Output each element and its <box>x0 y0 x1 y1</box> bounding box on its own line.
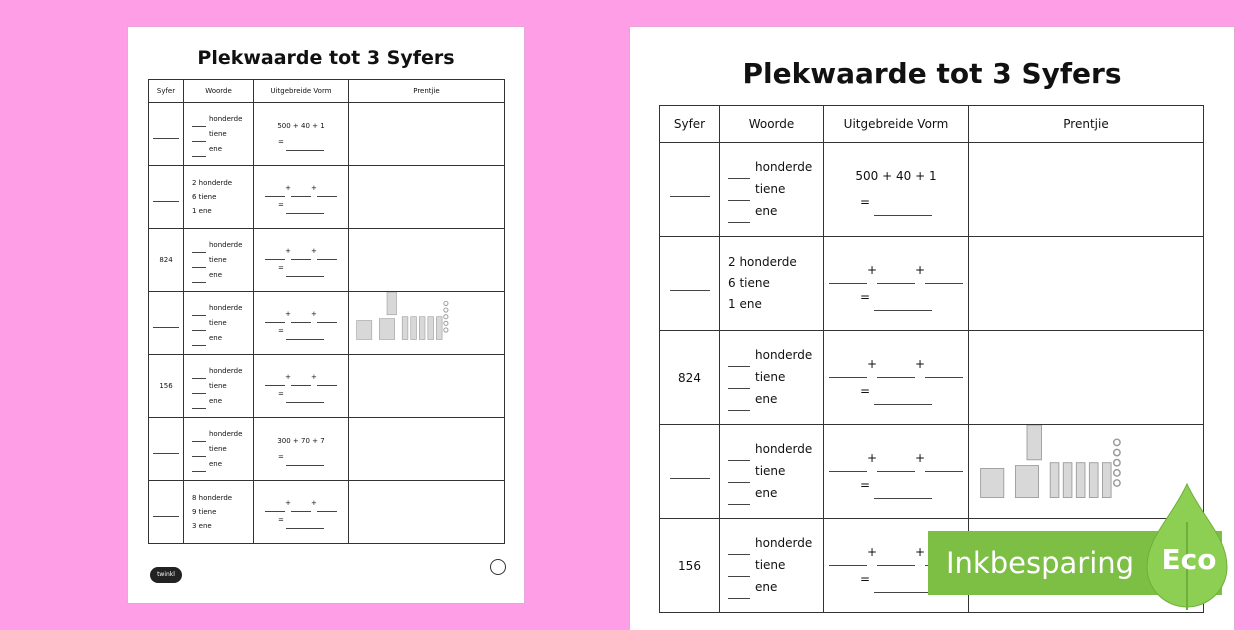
equals-sign: = <box>277 327 284 335</box>
woorde-cell <box>720 331 824 425</box>
answer-blank <box>317 495 337 512</box>
worksheet-title: Plekwaarde tot 3 Syfers <box>197 47 455 69</box>
answer-blank <box>670 182 710 197</box>
place-word: ene <box>209 144 223 153</box>
table-row <box>149 481 505 544</box>
prentjie-cell <box>969 143 1204 237</box>
woorde-line <box>728 389 823 411</box>
plus-sign op: + <box>285 499 291 507</box>
equals-sign: = <box>860 383 871 398</box>
answer-blank <box>291 243 311 260</box>
table-row <box>149 292 505 355</box>
syfer-cell <box>149 103 184 166</box>
syfer-cell <box>660 143 720 237</box>
place-word: honderde <box>209 366 243 375</box>
badge-icon <box>490 559 506 575</box>
uitgebreide-vorm-cell <box>254 166 349 229</box>
ten-rod <box>402 317 408 340</box>
answer-blank <box>192 394 206 409</box>
one-cube <box>444 328 448 332</box>
woorde-line <box>728 201 823 223</box>
one-cube <box>1114 460 1120 466</box>
ink-saving-label: Inkbesparing <box>946 546 1135 580</box>
equals-sign: = <box>860 477 871 492</box>
place-word: honderde <box>209 429 243 438</box>
uitgebreide-vorm-cell <box>254 292 349 355</box>
answer-blank <box>670 464 710 479</box>
one-cube <box>444 321 448 325</box>
syfer-value: 824 <box>159 256 173 264</box>
answer-blank <box>728 577 750 599</box>
answer-blank <box>192 127 206 142</box>
table-row <box>149 166 505 229</box>
answer-blank <box>925 445 963 472</box>
ten-rod <box>428 317 434 340</box>
woorde-line <box>192 394 253 409</box>
answer-blank <box>874 472 932 499</box>
woorde-line: 2 honderde <box>192 179 233 187</box>
place-word: ene <box>209 270 223 279</box>
equals-sign: = <box>277 516 284 524</box>
woorde-cell <box>184 103 254 166</box>
answer-blank <box>153 130 179 139</box>
ten-rod <box>1076 463 1085 498</box>
woorde-line <box>192 268 253 283</box>
answer-blank <box>192 457 206 472</box>
answer-blank <box>286 512 324 529</box>
answer-blank <box>728 533 750 555</box>
worksheet-preview-small <box>128 27 524 603</box>
ten-rod <box>411 317 417 340</box>
plus-sign op: + <box>915 450 926 465</box>
answer-blank <box>153 508 179 517</box>
woorde-line <box>192 301 253 316</box>
answer-blank <box>317 306 337 323</box>
answer-blank <box>728 179 750 201</box>
expanded-form: 500 + 40 + 1 <box>277 121 325 130</box>
one-cube <box>1114 470 1120 476</box>
answer-blank <box>153 445 179 454</box>
woorde-line <box>192 238 253 253</box>
place-word: tiene <box>209 381 227 390</box>
ten-rod <box>1102 463 1111 498</box>
plus-sign op: + <box>915 356 926 371</box>
hundred-flat <box>981 469 1004 498</box>
place-word: honderde <box>209 240 243 249</box>
answer-blank <box>153 193 179 202</box>
answer-blank <box>877 351 915 378</box>
table-row <box>660 331 1204 425</box>
answer-blank <box>291 180 311 197</box>
answer-blank <box>192 301 206 316</box>
answer-blank <box>874 284 932 311</box>
base-ten-blocks <box>981 425 1120 498</box>
uitgebreide-vorm-cell <box>254 229 349 292</box>
answer-blank <box>670 276 710 291</box>
answer-blank <box>874 566 932 593</box>
woorde-cell <box>720 425 824 519</box>
answer-blank <box>192 379 206 394</box>
column-header: Uitgebreide Vorm <box>824 106 969 143</box>
woorde-line <box>728 367 823 389</box>
equals-sign: = <box>860 289 871 304</box>
woorde-line <box>192 331 253 346</box>
plus-sign op: + <box>311 310 317 318</box>
column-header: Uitgebreide Vorm <box>254 80 349 103</box>
prentjie-cell <box>969 331 1204 425</box>
ten-rod <box>1050 463 1059 498</box>
prentjie-cell <box>349 418 505 481</box>
table-row <box>660 143 1204 237</box>
place-word: ene <box>755 485 778 500</box>
woorde-line <box>728 533 823 555</box>
syfer-value: 156 <box>159 382 173 390</box>
place-word: ene <box>755 203 778 218</box>
one-cube <box>1114 480 1120 486</box>
answer-blank <box>286 197 324 214</box>
woorde-line <box>728 179 823 201</box>
base-ten-blocks <box>357 292 448 340</box>
plus-sign op: + <box>285 310 291 318</box>
woorde-line <box>192 364 253 379</box>
woorde-cell <box>720 143 824 237</box>
ten-rod <box>419 317 425 340</box>
woorde-line: 8 honderde <box>192 494 233 502</box>
uitgebreide-vorm-cell <box>824 331 969 425</box>
prentjie-cell <box>349 355 505 418</box>
hundred-flat <box>387 292 397 315</box>
syfer-cell <box>149 355 184 418</box>
column-header: Woorde <box>184 80 254 103</box>
answer-blank <box>192 112 206 127</box>
one-cube <box>444 315 448 319</box>
woorde-cell <box>184 418 254 481</box>
plus-sign op: + <box>311 184 317 192</box>
answer-blank <box>286 323 324 340</box>
woorde-line: 2 honderde <box>728 255 797 269</box>
plus-sign op: + <box>866 450 877 465</box>
prentjie-cell <box>349 229 505 292</box>
uitgebreide-vorm-cell <box>254 418 349 481</box>
hundred-flat <box>379 319 394 340</box>
woorde-line <box>192 457 253 472</box>
prentjie-cell <box>349 292 505 355</box>
uitgebreide-vorm-cell <box>824 237 969 331</box>
place-word: ene <box>755 579 778 594</box>
woorde-line <box>192 442 253 457</box>
syfer-cell <box>149 418 184 481</box>
woorde-line <box>728 345 823 367</box>
plus-sign op: + <box>285 184 291 192</box>
table-row <box>149 103 505 166</box>
answer-blank <box>317 369 337 386</box>
one-cube <box>1114 439 1120 445</box>
prentjie-cell <box>349 103 505 166</box>
woorde-line <box>728 577 823 599</box>
woorde-line: 6 tiene <box>192 193 217 201</box>
answer-blank <box>291 306 311 323</box>
worksheet-table <box>148 79 505 544</box>
plus-sign op: + <box>285 247 291 255</box>
equals-sign: = <box>277 390 284 398</box>
answer-blank <box>286 134 324 151</box>
woorde-line <box>192 379 253 394</box>
place-word: tiene <box>209 444 227 453</box>
plus-sign op: + <box>915 544 926 559</box>
place-word: tiene <box>755 369 786 384</box>
woorde-cell <box>184 166 254 229</box>
plus-sign op: + <box>311 247 317 255</box>
place-word: honderde <box>755 535 813 550</box>
equals-sign: = <box>860 195 871 209</box>
place-word: tiene <box>755 557 786 572</box>
woorde-line <box>192 127 253 142</box>
answer-blank <box>728 367 750 389</box>
woorde-line: 3 ene <box>192 522 212 530</box>
answer-blank <box>192 268 206 283</box>
expanded-form: 300 + 70 + 7 <box>277 436 325 445</box>
blocks-picture <box>349 292 504 354</box>
syfer-cell <box>149 166 184 229</box>
uitgebreide-vorm-cell <box>824 425 969 519</box>
answer-blank <box>877 445 915 472</box>
answer-blank <box>728 555 750 577</box>
answer-blank <box>317 180 337 197</box>
syfer-cell <box>660 237 720 331</box>
place-word: honderde <box>209 303 243 312</box>
hundred-flat <box>1027 425 1042 460</box>
woorde-line <box>728 157 823 179</box>
plus-sign op: + <box>285 373 291 381</box>
table-body <box>149 103 505 544</box>
syfer-cell <box>660 331 720 425</box>
equals-sign: = <box>277 201 284 209</box>
ten-rod <box>436 317 442 340</box>
woorde-line <box>192 142 253 157</box>
answer-blank <box>192 142 206 157</box>
place-word: ene <box>755 391 778 406</box>
answer-blank <box>728 201 750 223</box>
syfer-value: 156 <box>678 558 701 573</box>
answer-blank <box>291 369 311 386</box>
prentjie-cell <box>349 481 505 544</box>
column-header: Prentjie <box>349 80 505 103</box>
place-word: tiene <box>209 255 227 264</box>
syfer-cell <box>149 292 184 355</box>
column-header: Syfer <box>660 106 720 143</box>
woorde-cell <box>720 237 824 331</box>
answer-blank <box>286 260 324 277</box>
place-word: ene <box>209 459 223 468</box>
answer-blank <box>829 445 867 472</box>
syfer-value: 824 <box>678 370 701 385</box>
answer-blank <box>925 257 963 284</box>
woorde-cell <box>720 519 824 613</box>
woorde-line <box>192 427 253 442</box>
uitgebreide-vorm-cell <box>254 103 349 166</box>
place-word: honderde <box>755 347 813 362</box>
eco-label: Eco <box>1161 543 1217 576</box>
woorde-line <box>728 461 823 483</box>
plus-sign op: + <box>866 356 877 371</box>
place-word: tiene <box>755 463 786 478</box>
woorde-line: 1 ene <box>192 207 212 215</box>
woorde-line <box>192 253 253 268</box>
one-cube <box>1114 449 1120 455</box>
equals-sign: = <box>277 264 284 272</box>
table-row <box>149 418 505 481</box>
hundred-flat <box>1015 466 1038 498</box>
syfer-cell <box>149 229 184 292</box>
expanded-form: 500 + 40 + 1 <box>855 169 937 183</box>
column-header: Woorde <box>720 106 824 143</box>
answer-blank <box>728 461 750 483</box>
uitgebreide-vorm-cell <box>254 481 349 544</box>
answer-blank <box>192 427 206 442</box>
answer-blank <box>829 539 867 566</box>
plus-sign op: + <box>311 499 317 507</box>
answer-blank <box>317 243 337 260</box>
answer-blank <box>265 495 285 512</box>
answer-blank <box>286 386 324 403</box>
worksheet-title: Plekwaarde tot 3 Syfers <box>742 57 1122 90</box>
place-word: honderde <box>209 114 243 123</box>
syfer-cell <box>660 425 720 519</box>
answer-blank <box>265 243 285 260</box>
place-word: honderde <box>755 441 813 456</box>
answer-blank <box>728 157 750 179</box>
table-row <box>149 229 505 292</box>
equals-sign: = <box>860 571 871 586</box>
uitgebreide-vorm-cell <box>824 143 969 237</box>
one-cube <box>444 301 448 305</box>
woorde-cell <box>184 292 254 355</box>
place-word: tiene <box>755 181 786 196</box>
column-header: Syfer <box>149 80 184 103</box>
equals-sign: = <box>277 137 284 146</box>
table-row <box>660 425 1204 519</box>
table-row <box>660 237 1204 331</box>
prentjie-cell <box>349 166 505 229</box>
answer-blank <box>728 483 750 505</box>
woorde-line <box>728 483 823 505</box>
syfer-cell <box>660 519 720 613</box>
woorde-line: 6 tiene <box>728 276 770 290</box>
place-word: tiene <box>209 129 227 138</box>
answer-blank <box>192 331 206 346</box>
ten-rod <box>1089 463 1098 498</box>
woorde-line <box>728 555 823 577</box>
twinkl-logo: twinkl <box>150 567 182 583</box>
answer-blank <box>265 369 285 386</box>
answer-blank <box>728 345 750 367</box>
woorde-line: 1 ene <box>728 297 762 311</box>
place-word: tiene <box>209 318 227 327</box>
answer-blank <box>925 351 963 378</box>
column-header: Prentjie <box>969 106 1204 143</box>
uitgebreide-vorm-cell <box>254 355 349 418</box>
answer-blank <box>877 539 915 566</box>
equals-sign: = <box>277 452 284 461</box>
prentjie-cell <box>969 237 1204 331</box>
woorde-cell <box>184 355 254 418</box>
answer-blank <box>291 495 311 512</box>
answer-blank <box>728 389 750 411</box>
answer-blank <box>877 257 915 284</box>
ten-rod <box>1063 463 1072 498</box>
woorde-line <box>192 316 253 331</box>
answer-blank <box>829 257 867 284</box>
woorde-line <box>192 112 253 127</box>
plus-sign op: + <box>866 262 877 277</box>
answer-blank <box>192 316 206 331</box>
place-word: ene <box>209 333 223 342</box>
place-word: honderde <box>755 159 813 174</box>
table-header-row <box>660 106 1204 143</box>
answer-blank <box>874 189 932 216</box>
answer-blank <box>192 442 206 457</box>
table-header-row <box>149 80 505 103</box>
hundred-flat <box>357 321 372 340</box>
woorde-cell <box>184 481 254 544</box>
answer-blank <box>153 319 179 328</box>
answer-blank <box>829 351 867 378</box>
plus-sign op: + <box>311 373 317 381</box>
answer-blank <box>286 449 324 466</box>
answer-blank <box>192 253 206 268</box>
plus-sign op: + <box>915 262 926 277</box>
one-cube <box>444 308 448 312</box>
plus-sign op: + <box>866 544 877 559</box>
answer-blank <box>265 180 285 197</box>
answer-blank <box>728 439 750 461</box>
woorde-line: 9 tiene <box>192 508 217 516</box>
answer-blank <box>874 378 932 405</box>
place-word: ene <box>209 396 223 405</box>
table-row <box>149 355 505 418</box>
syfer-cell <box>149 481 184 544</box>
answer-blank <box>192 238 206 253</box>
woorde-line <box>728 439 823 461</box>
answer-blank <box>192 364 206 379</box>
woorde-cell <box>184 229 254 292</box>
answer-blank <box>265 306 285 323</box>
